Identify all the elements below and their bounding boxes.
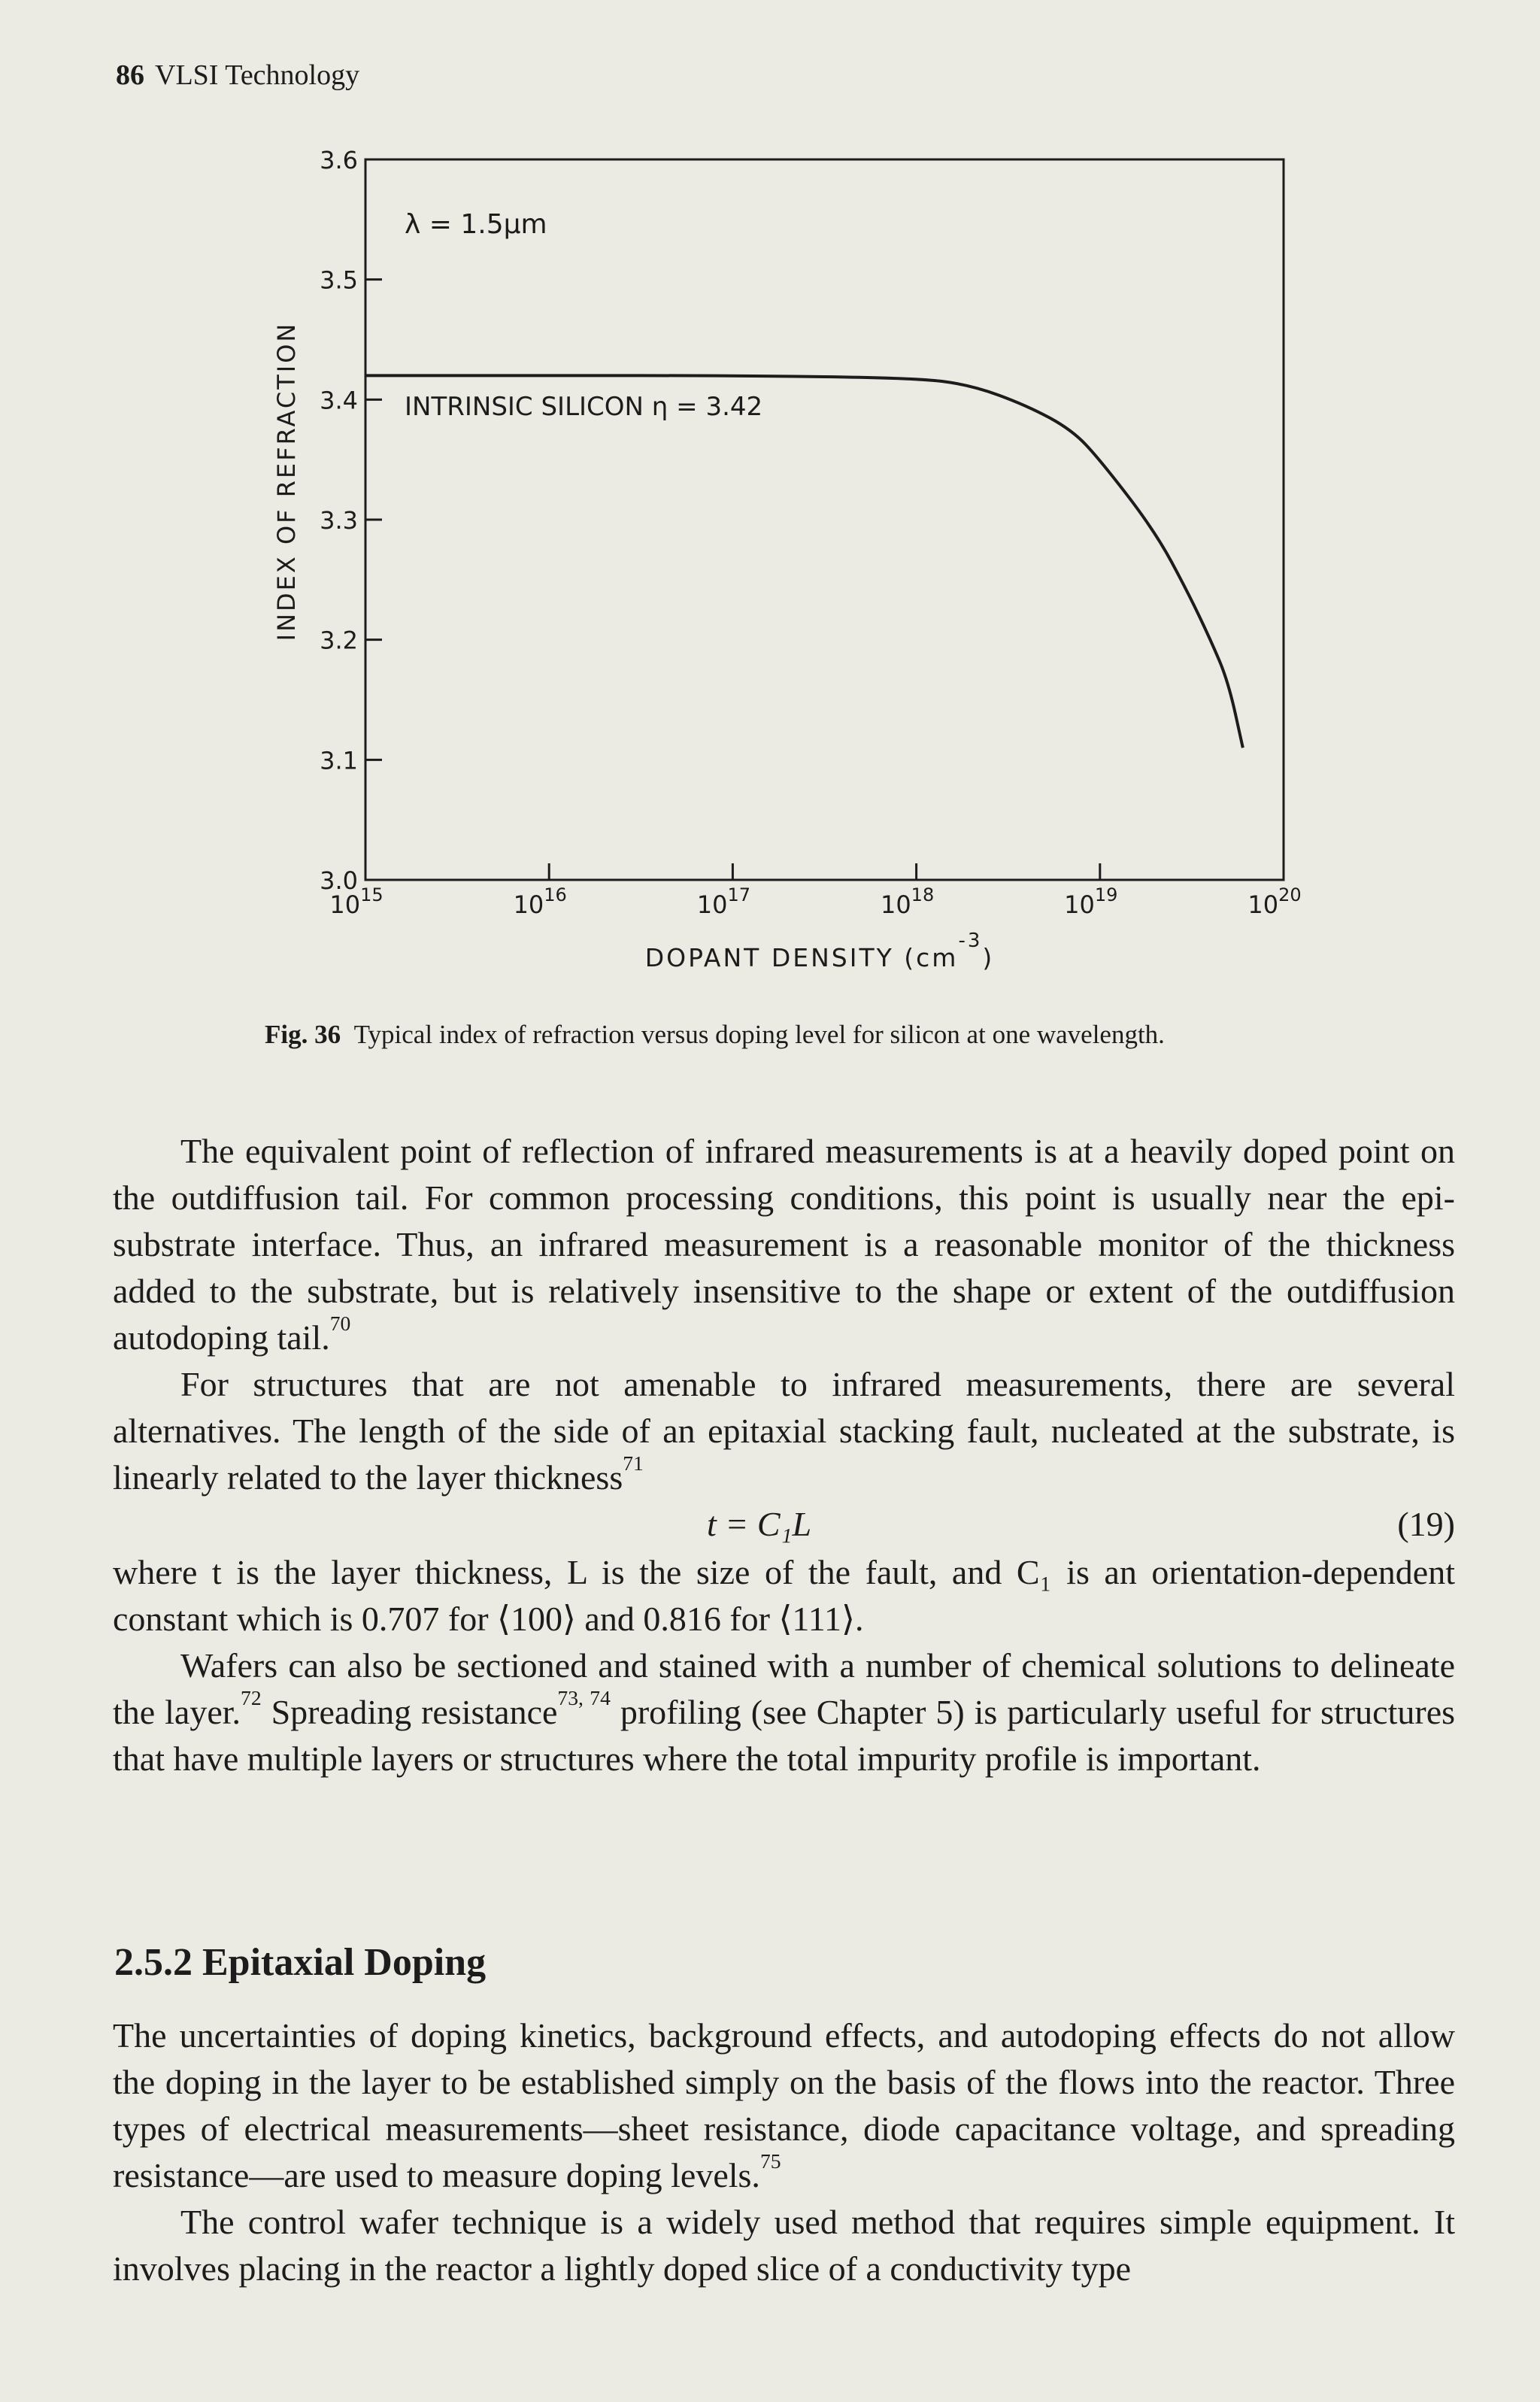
y-tick-label: 3.3 <box>320 506 358 535</box>
ref-73-74: 73, 74 <box>557 1686 611 1710</box>
figure-caption <box>265 1020 1165 1050</box>
x-tick-exponent: 15 <box>360 884 383 905</box>
paragraph-4-text-c: profiling (see Chapter 5) is particularly useful for structures that have multiple layers or structures where the total impurity profile is important. <box>113 1693 1456 1778</box>
paragraph-3: where t is the layer thickness, L is the size of the fault, and C₁ is an orientation-dependent constant which is 0.707 for ⟨100⟩ and 0.816 for ⟨111⟩. <box>113 1553 1455 1638</box>
equation-text: t = C₁L <box>707 1505 812 1543</box>
x-tick-base: 10 <box>696 890 728 919</box>
annotation-wavelength: λ = 1.5μm <box>405 209 547 240</box>
x-tick-exponent: 16 <box>544 884 567 905</box>
caption-text: Typical index of refraction versus doping level for silicon at one wavelength. <box>353 1020 1165 1049</box>
paragraph-5 <box>113 2012 1455 2199</box>
x-tick-label <box>514 884 567 919</box>
y-tick-label: 3.5 <box>320 265 358 295</box>
paragraph-2-text: For structures that are not amenable to infrared measurements, there are several alternatives. The length of the side of an epitaxial stacking fault, nucleated at the substrate, is linearly related to the layer thickness <box>113 1365 1455 1497</box>
equation-19 <box>113 1501 1455 1549</box>
body-block-1 <box>113 1128 1455 1782</box>
x-axis-label <box>645 930 995 972</box>
paragraph-1 <box>113 1128 1455 1361</box>
x-tick-label <box>697 884 750 919</box>
y-tick-label: 3.4 <box>320 386 358 415</box>
running-title: VLSI Technology <box>155 59 360 91</box>
x-axis-label-main: DOPANT DENSITY (cm <box>644 943 959 972</box>
x-axis-label-end: ) <box>982 943 995 972</box>
paragraph-4 <box>113 1642 1455 1782</box>
paragraph-2 <box>113 1361 1455 1501</box>
x-tick-base: 10 <box>329 890 361 919</box>
series-line-refraction <box>365 375 1243 748</box>
ref-72: 72 <box>241 1686 262 1710</box>
x-tick-label <box>1064 884 1117 919</box>
x-tick-exponent: 20 <box>1278 884 1302 905</box>
x-tick-exponent: 18 <box>911 884 935 905</box>
paragraph-5-text: The uncertainties of doping kinetics, background effects, and autodoping effects do not allow the doping in the layer to be established simply on the basis of the flows into the reactor. Three types of electrical measurements—sheet resistance, diode capacitance voltage, and spreading resistance—are used to measure doping levels. <box>113 2016 1455 2194</box>
paragraph-4-text-a: Wafers can also be sectioned and stained with a number of chemical solutions to delineate the layer. <box>113 1646 1455 1731</box>
y-tick-label: 3.0 <box>320 866 358 895</box>
y-tick-label: 3.2 <box>320 626 358 655</box>
annotation-intrinsic-silicon: INTRINSIC SILICON η = 3.42 <box>405 392 763 422</box>
paragraph-6: The control wafer technique is a widely used method that requires simple equipment. It involves placing in the reactor a lightly doped slice of a conductivity type <box>113 2203 1455 2288</box>
y-tick-label: 3.1 <box>320 746 358 775</box>
section-heading: 2.5.2 Epitaxial Doping <box>114 1941 487 1984</box>
refraction-chart <box>0 0 1540 1008</box>
equation-number: (19) <box>1397 1505 1455 1543</box>
page-number: 86 <box>116 59 144 91</box>
y-tick-label: 3.6 <box>320 146 358 174</box>
y-axis-label: INDEX OF REFRACTION <box>272 321 301 641</box>
paragraph-4-text-b: Spreading resistance <box>261 1693 558 1731</box>
x-tick-base: 10 <box>1064 890 1095 919</box>
figure-36 <box>0 0 1540 1008</box>
ref-71: 71 <box>623 1451 644 1475</box>
x-tick-base: 10 <box>880 890 911 919</box>
body-block-2 <box>113 2012 1455 2292</box>
x-tick-base: 10 <box>513 890 544 919</box>
ref-70: 70 <box>329 1312 351 1336</box>
x-tick-exponent: 19 <box>1094 884 1118 905</box>
ref-75: 75 <box>759 2149 781 2173</box>
caption-label: Fig. 36 <box>265 1020 341 1049</box>
x-tick-exponent: 17 <box>727 884 751 905</box>
x-tick-base: 10 <box>1247 890 1279 919</box>
paragraph-1-text: The equivalent point of reflection of infrared measurements is at a heavily doped point on the outdiffusion tail. For common processing conditions, this point is usually near the epi-substrate interface. Thus, an infrared measurement is a reasonable monitor of the thickness added to the substrate, but is relatively insensitive to the shape or extent of the outdiffusion autodoping tail. <box>113 1132 1455 1357</box>
x-tick-label <box>1247 884 1301 919</box>
x-tick-label <box>881 884 934 919</box>
x-axis-label-exponent: -3 <box>958 930 983 952</box>
